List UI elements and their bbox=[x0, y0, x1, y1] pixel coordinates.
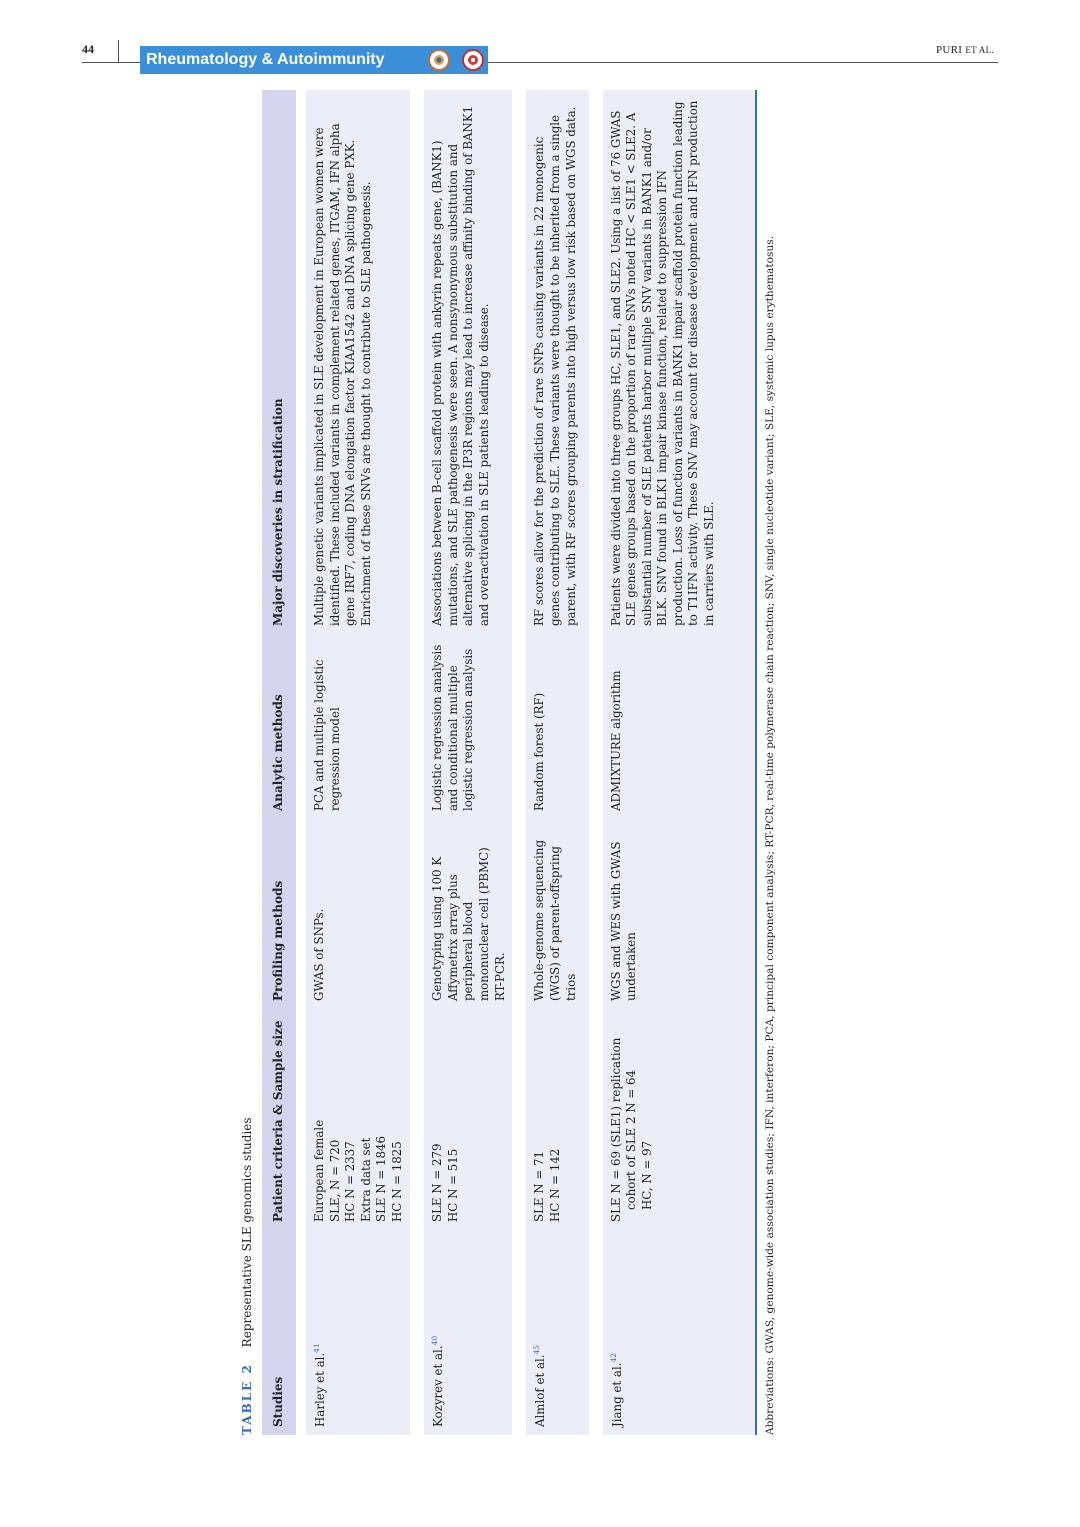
discoveries-cell: Multiple genetic variants implicated in SLE development in European women were identified. These included variants in complement related genes, ITGAM, IFN alpha gene IRF7, coding DNA elongation factor KIAA1542 and DNA splicing gene PXK. Enrichment of these SNVs are thought to contribute to SLE pathogenesis. bbox=[301, 90, 417, 634]
analytic-methods-cell: Random forest (RF) bbox=[519, 634, 595, 819]
society-logo-icon bbox=[428, 49, 450, 71]
reference-link[interactable]: 41 bbox=[312, 1343, 321, 1353]
analytic-methods-cell: PCA and multiple logistic regression model bbox=[301, 634, 417, 819]
table-row bbox=[519, 90, 595, 1435]
patient-criteria-cell: European female SLE, N = 720 HC N = 2337 Extra data set SLE N = 1846 HC N = 1825 bbox=[301, 1009, 417, 1230]
publisher-logo-icon bbox=[462, 49, 484, 71]
study-cell: Kozyrev et al.$^{40}$ bbox=[417, 1230, 519, 1435]
table-header-row bbox=[262, 90, 301, 1435]
table-row bbox=[301, 90, 417, 1435]
rotated-table-block bbox=[240, 90, 780, 1435]
study-cell: Jiang et al.$^{42}$ bbox=[596, 1230, 756, 1435]
table-footnote-abbreviations: Abbreviations: GWAS, genome-wide association studies; IFN, interferon; PCA, principal component analysis; RT-PCR, real-time polymerase chain reaction; SNV, single nucleotide variant; SLE, systemic lupus erythematosus. bbox=[764, 235, 776, 1435]
profiling-methods-cell: Whole-genome sequencing (WGS) of parent-offspring trios bbox=[519, 819, 595, 1009]
table-caption bbox=[240, 1117, 260, 1435]
page-number: 44 bbox=[82, 42, 94, 56]
profiling-methods-cell: Genotyping using 100 K Affymetrix array plus peripheral blood mononuclear cell (PBMC) RT-PCR. bbox=[417, 819, 519, 1009]
column-header-studies: Studies bbox=[262, 1230, 301, 1435]
column-header-analytic-methods: Analytic methods bbox=[262, 634, 301, 819]
column-header-major-discoveries: Major discoveries in stratification bbox=[262, 90, 301, 634]
discoveries-cell: RF scores allow for the prediction of rare SNPs causing variants in 22 monogenic genes contributing to SLE. These variants were thought to be inherited from a single parent, with RF scores grouping parents into high versus low risk based on WGS data. bbox=[519, 90, 595, 634]
table-title: Representative SLE genomics studies bbox=[240, 1117, 254, 1348]
table-row bbox=[417, 90, 519, 1435]
patient-criteria-cell: SLE N = 71 HC N = 142 bbox=[519, 1009, 595, 1230]
table-label: TABLE 2 bbox=[240, 1363, 254, 1435]
reference-link[interactable]: 45 bbox=[532, 1344, 542, 1355]
reference-link[interactable]: 42 bbox=[608, 1352, 618, 1363]
header-divider bbox=[118, 40, 119, 62]
patient-criteria-cell: SLE N = 69 (SLE1) replication cohort of SLE 2 N = 64 HC, N = 97 bbox=[596, 1009, 756, 1230]
running-head bbox=[936, 44, 994, 56]
profiling-methods-cell: WGS and WES with GWAS undertaken bbox=[596, 819, 756, 1009]
study-cell: Almlof et al.$^{45}$ bbox=[519, 1230, 595, 1435]
patient-criteria-cell: SLE N = 279 HC N = 515 bbox=[417, 1009, 519, 1230]
discoveries-cell: Patients were divided into three groups HC, SLE1, and SLE2. Using a list of 76 GWAS SLE genes groups based on the proportion of rare SNVs noted HC < SLE1 < SLE2. A substantial number of SLE patients harbor multiple SNV variants in BANK1 and/or BLK. SNV found in BLK1 impair kinase function, related to suppression IFN production. Loss of function variants in BANK1 impair scaffold protein function leading to T1IFN activity. These SNV may account for disease development and IFN production in carriers with SLE. bbox=[596, 90, 756, 634]
profiling-methods-cell: GWAS of SNPs. bbox=[301, 819, 417, 1009]
running-head-author: PURI bbox=[936, 44, 963, 56]
discoveries-cell: Associations between B-cell scaffold protein with ankyrin repeats gene, (BANK1) mutations, and SLE pathogenesis were seen. A nonsynonymous substitution and alternative splicing in the IP3R regions may lead to increase affinity binding of BANK1 and overactivation in SLE patients leading to disease. bbox=[417, 90, 519, 634]
column-header-patient-criteria: Patient criteria & Sample size bbox=[262, 1009, 301, 1230]
journal-title-banner: Rheumatology & Autoimmunity bbox=[140, 46, 488, 74]
analytic-methods-cell: ADMIXTURE algorithm bbox=[596, 634, 756, 819]
genomics-studies-table bbox=[262, 90, 757, 1435]
column-header-profiling-methods: Profiling methods bbox=[262, 819, 301, 1009]
study-cell: Harley et al.$^{41}$ bbox=[301, 1230, 417, 1435]
running-head-suffix: ET AL. bbox=[965, 45, 994, 55]
analytic-methods-cell: Logistic regression analysis and conditional multiple logistic regression analysis bbox=[417, 634, 519, 819]
table-row bbox=[596, 90, 756, 1435]
reference-link[interactable]: 40 bbox=[430, 1335, 440, 1346]
